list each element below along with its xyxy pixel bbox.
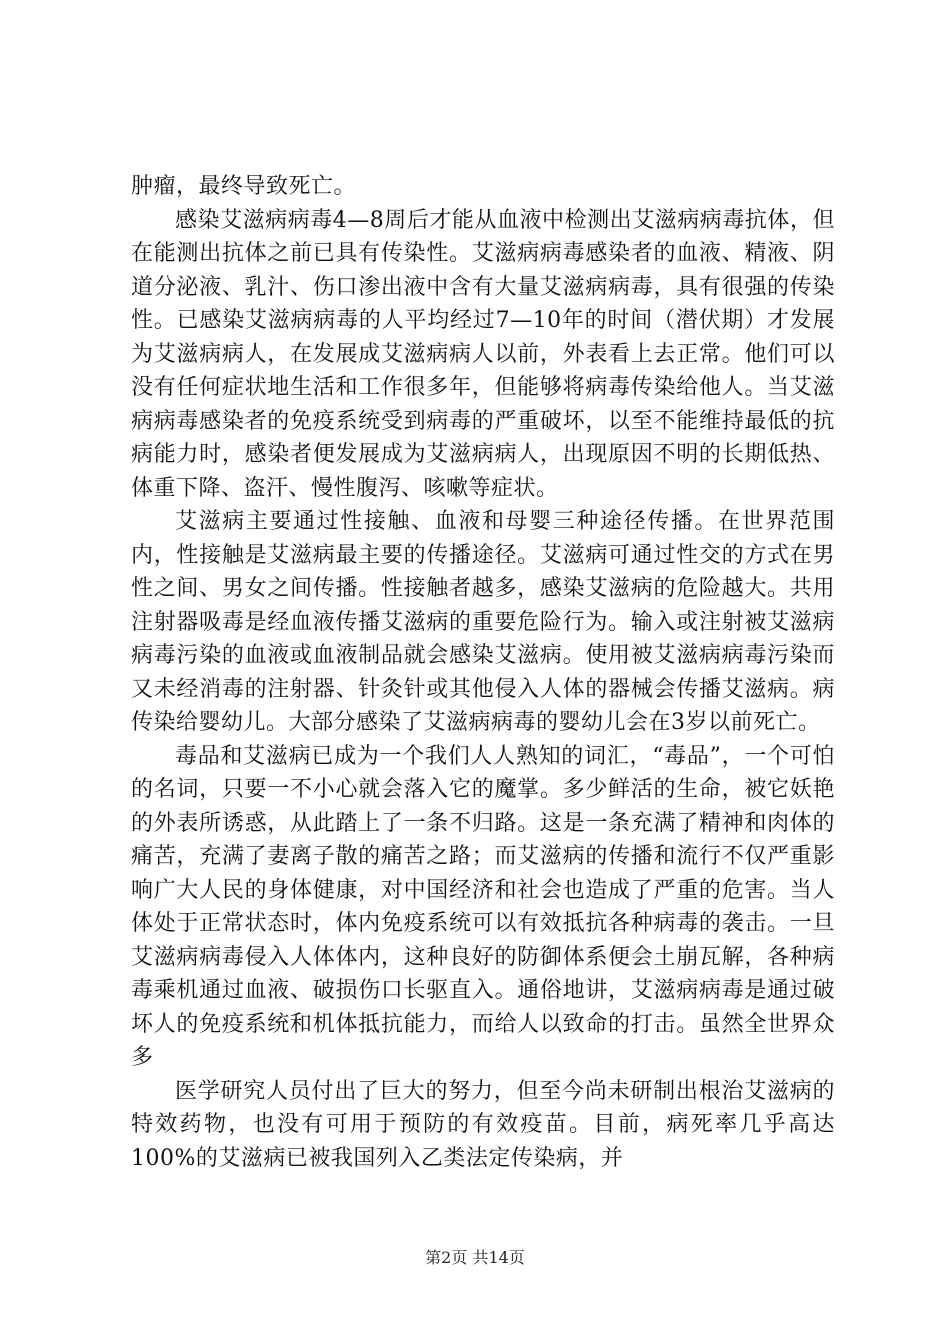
paragraph-3: 艾滋病主要通过性接触、血液和母婴三种途径传播。在世界范围内，性接触是艾滋病最主要的传播途径。艾滋病可通过性交的方式在男性之间、男女之间传播。性接触者越多，感染艾滋病的危险越大。共用注射器吸毒是经血液传播艾滋病的重要危险行为。输入或注射被艾滋病病毒污染的血液或血液制品就会感染艾滋病。使用被艾滋病病毒污染而又未经消毒的注射器、针灸针或其他侵入人体的器械会传播艾滋病。病传染给婴幼儿。大部分感染了艾滋病病毒的婴幼儿会在3岁以前死亡。 xyxy=(131,509,835,735)
page-number-footer: 第2页 共14页 xyxy=(425,1248,525,1267)
paragraph-1: 肿瘤，最终导致死亡。 xyxy=(131,174,357,199)
paragraph-4: 毒品和艾滋病已成为一个我们人人熟知的词汇，“毒品”，一个可怕的名词，只要一不小心就会落入它的魔掌。多少鲜活的生命，被它妖艳的外表所诱惑，从此踏上了一条不归路。这是一条充满了精神和肉体的痛苦，充满了妻离子散的痛苦之路；而艾滋病的传播和流行不仅严重影响广大人民的身体健康，对中国经济和社会也造成了严重的危害。当人体处于正常状态时，体内免疫系统可以有效抵抗各种病毒的袭击。一旦艾滋病病毒侵入人体体内，这种良好的防御体系便会土崩瓦解，各种病毒乘机通过血液、破损伤口长驱直入。通俗地讲，艾滋病病毒是通过破坏人的免疫系统和机体抵抗能力，而给人以致命的打击。虽然全世界众多 xyxy=(131,743,835,1070)
paragraph-5: 医学研究人员付出了巨大的努力，但至今尚未研制出根治艾滋病的特效药物，也没有可用于预防的有效疫苗。目前，病死率几乎高达100%的艾滋病已被我国列入乙类法定传染病，并 xyxy=(131,1078,835,1171)
paragraph-2: 感染艾滋病病毒4—8周后才能从血液中检测出艾滋病病毒抗体，但在能测出抗体之前已具有传染性。艾滋病病毒感染者的血液、精液、阴道分泌液、乳汁、伤口渗出液中含有大量艾滋病病毒，具有很强的传染性。已感染艾滋病病毒的人平均经过7—10年的时间（潜伏期）才发展为艾滋病病人，在发展成艾滋病病人以前，外表看上去正常。他们可以没有任何症状地生活和工作很多年，但能够将病毒传染给他人。当艾滋病病毒感染者的免疫系统受到病毒的严重破坏，以至不能维持最低的抗病能力时，感染者便发展成为艾滋病病人，出现原因不明的长期低热、体重下降、盗汗、慢性腹泻、咳嗽等症状。 xyxy=(131,207,835,501)
document-body xyxy=(131,170,835,1175)
